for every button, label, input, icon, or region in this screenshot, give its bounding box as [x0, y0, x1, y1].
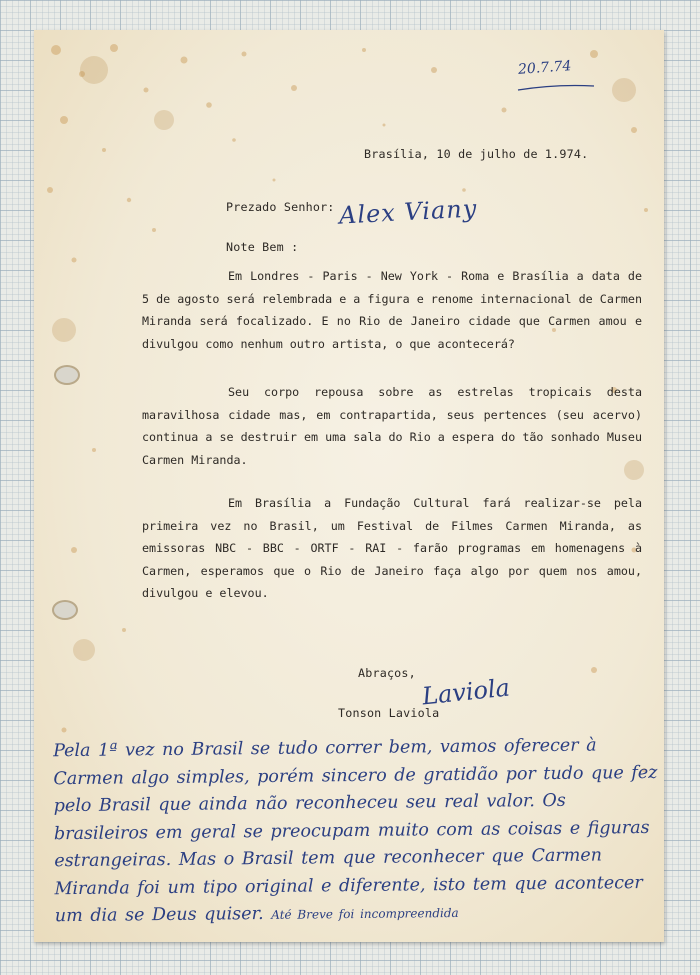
closing: Abraços, — [358, 666, 416, 680]
letter-paragraph-2: Seu corpo repousa sobre as estrelas tropicais desta maravilhosa cidade mas, em contrapartida, seus pertences (seu acervo) continua a se destruir em uma sala do Rio a espera do tão sonhado Museu Carmen Miranda. — [142, 385, 642, 467]
signer-name: Tonson Laviola — [338, 706, 440, 720]
handwritten-note-tail: Até Breve foi incompreendida — [271, 905, 459, 922]
letter-dateline: Brasília, 10 de julho de 1.974. — [364, 147, 589, 161]
date-underline — [516, 82, 596, 92]
handwritten-date: 20.7.74 — [517, 58, 572, 78]
punch-hole — [52, 600, 78, 620]
signature: Laviola — [420, 673, 512, 711]
letter-sheet — [34, 30, 664, 942]
punch-hole — [54, 365, 80, 385]
handwritten-note — [53, 732, 664, 932]
note-bem-heading: Note Bem : — [226, 240, 299, 254]
letter-paragraph-1: Em Londres - Paris - New York - Roma e Brasília a data de 5 de agosto será relembrada e a figura e renome internacional de Carmen Miranda será focalizado. E no Rio de Janeiro cidade que Carmen amou e divulgou como nenhum outro artista, o que acontecerá? — [142, 269, 642, 351]
letter-paragraph-3: Em Brasília a Fundação Cultural fará realizar-se pela primeira vez no Brasil, um Festival de Filmes Carmen Miranda, as emissoras NBC - BBC - ORTF - RAI - farão programas em homenagens à Carmen, esperamos que o Rio de Janeiro faça algo por quem nos amou, divulgou e elevou. — [142, 496, 642, 600]
salutation: Prezado Senhor: — [226, 200, 335, 214]
recipient-name: Alex Viany — [338, 194, 478, 230]
handwritten-note-text: Pela 1ª vez no Brasil se tudo correr bem, vamos oferecer à Carmen algo simples, porém sincero de gratidão por tudo que fez pelo Brasil que ainda não reconheceu seu real valor. Os brasileiros em geral se preocupam muito com as coisas e figuras estrangeiras. Mas o Brasil tem que reconhecer que Carmen Miranda foi um tipo original e diferente, isto tem que acontecer um dia se Deus quiser. — [53, 735, 658, 927]
